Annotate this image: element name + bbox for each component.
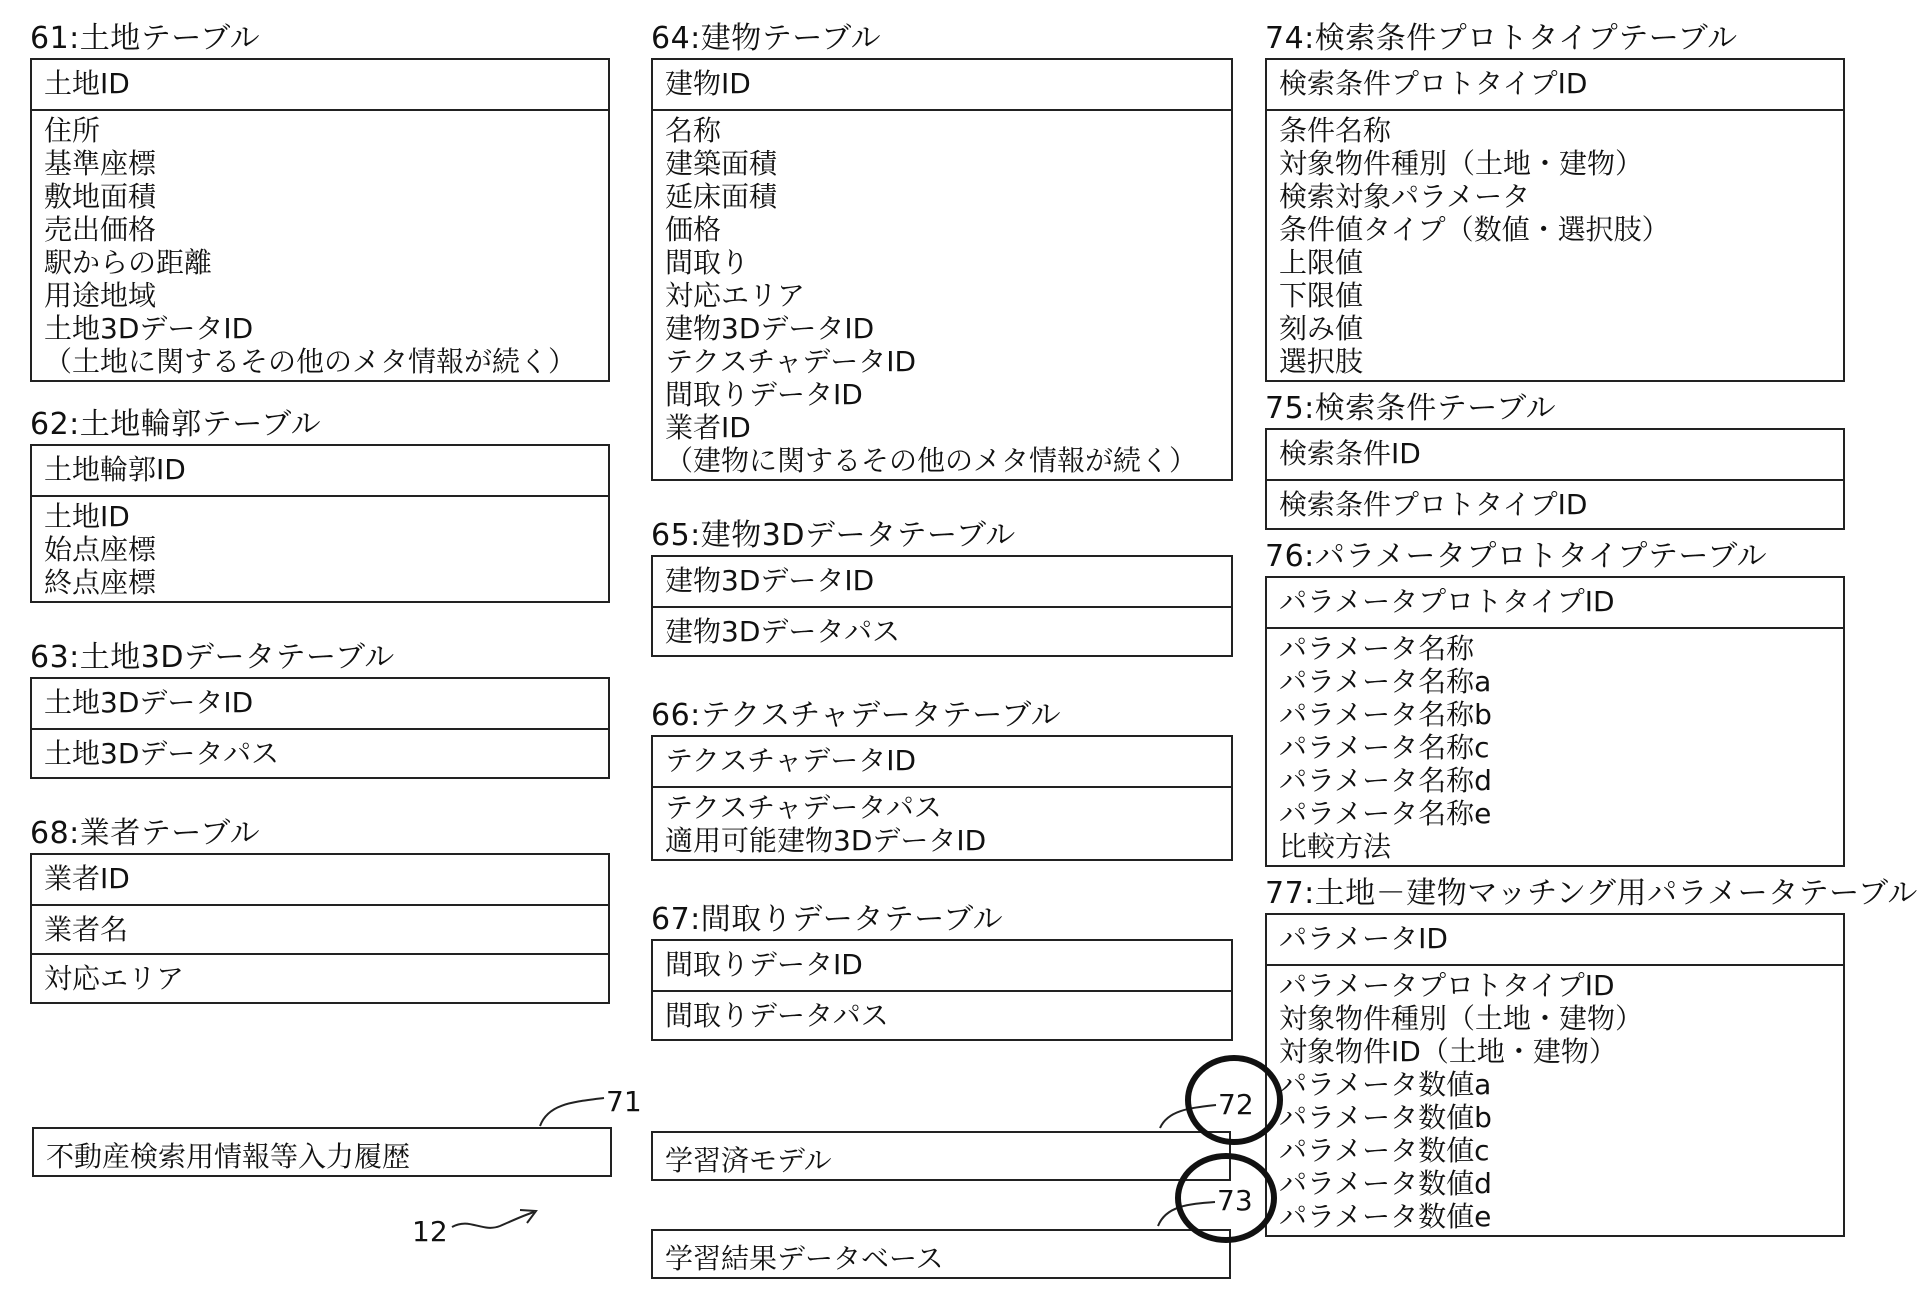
field: 土地3DデータID — [44, 312, 254, 345]
land-3d-table — [30, 677, 610, 779]
column-left — [30, 22, 610, 1004]
field: 下限値 — [1279, 279, 1364, 312]
search-prototype-table-fields — [1267, 109, 1843, 380]
field: パラメータ名称a — [1279, 665, 1492, 698]
field: パラメータ数値c — [1279, 1134, 1490, 1167]
floorplan-table — [651, 939, 1233, 1041]
figure-arrow-head-12 — [520, 1210, 536, 1223]
param-prototype-table-pk: パラメータプロトタイプID — [1279, 585, 1615, 618]
texture-table — [651, 735, 1233, 861]
land-3d-table-field: 土地3Dデータパス — [32, 728, 608, 777]
field: テクスチャデータパス — [665, 791, 942, 824]
field: 価格 — [665, 213, 722, 246]
learning-results-db-box: 学習結果データベース — [651, 1229, 1231, 1279]
ref-71: 71 — [606, 1085, 642, 1118]
building-table-pk: 建物ID — [665, 67, 751, 100]
field: パラメータ数値d — [1279, 1167, 1492, 1200]
field: 検索対象パラメータ — [1279, 180, 1531, 213]
field: 選択肢 — [1279, 345, 1364, 378]
texture-table-title: 66:テクスチャデータテーブル — [651, 698, 1062, 733]
vendor-table-row: 対応エリア — [32, 953, 608, 1002]
field: （建物に関するその他のメタ情報が続く） — [665, 444, 1198, 477]
ref-72: 72 — [1218, 1088, 1254, 1121]
field: パラメータ数値e — [1279, 1200, 1492, 1233]
field: 間取り — [665, 246, 750, 279]
vendor-table-title: 68:業者テーブル — [30, 816, 261, 851]
field: 業者ID — [665, 411, 751, 444]
field: 条件値タイプ（数値・選択肢） — [1279, 213, 1670, 246]
field: パラメータ名称c — [1279, 731, 1490, 764]
field: 対象物件種別（土地・建物） — [1279, 1002, 1644, 1035]
field: 建築面積 — [665, 147, 778, 180]
matching-param-table-title: 77:土地－建物マッチング用パラメータテーブル — [1265, 876, 1918, 911]
vendor-table — [30, 853, 610, 1004]
field: パラメータ名称 — [1279, 632, 1475, 665]
field: 売出価格 — [44, 213, 157, 246]
field: 間取りデータID — [665, 378, 863, 411]
field: 条件名称 — [1279, 114, 1392, 147]
leader-line-73 — [1158, 1202, 1215, 1226]
field: テクスチャデータID — [665, 345, 917, 378]
land-table — [30, 58, 610, 382]
land-table-pk: 土地ID — [44, 67, 130, 100]
land-outline-table-pk: 土地輪郭ID — [44, 453, 186, 486]
search-prototype-table-title: 74:検索条件プロトタイプテーブル — [1265, 21, 1738, 56]
field: 対象物件ID（土地・建物） — [1279, 1035, 1617, 1068]
building-table-fields — [653, 109, 1231, 479]
building-table-title: 64:建物テーブル — [651, 21, 882, 56]
texture-table-pk: テクスチャデータID — [665, 744, 917, 777]
land-3d-table-pk: 土地3DデータID — [44, 686, 254, 719]
search-prototype-table — [1265, 58, 1845, 382]
field: パラメータプロトタイプID — [1279, 969, 1615, 1002]
field: 基準座標 — [44, 147, 157, 180]
field: 終点座標 — [44, 566, 157, 599]
building-3d-table — [651, 555, 1233, 657]
field: 始点座標 — [44, 533, 157, 566]
figure-arrow-12 — [452, 1212, 534, 1228]
field: パラメータ名称d — [1279, 764, 1492, 797]
field: （土地に関するその他のメタ情報が続く） — [44, 345, 577, 378]
leader-line-72 — [1160, 1105, 1216, 1128]
building-3d-table-pk: 建物3DデータID — [665, 564, 875, 597]
input-history-box: 不動産検索用情報等入力履歴 — [32, 1127, 612, 1177]
trained-model-box: 学習済モデル — [651, 1131, 1231, 1181]
field: 適用可能建物3DデータID — [665, 824, 987, 857]
search-condition-table-field: 検索条件プロトタイプID — [1267, 479, 1843, 528]
field: 延床面積 — [665, 180, 778, 213]
land-outline-table — [30, 444, 610, 603]
leader-line-71 — [540, 1098, 604, 1126]
land-outline-table-title: 62:土地輪郭テーブル — [30, 407, 322, 442]
search-prototype-table-pk: 検索条件プロトタイプID — [1279, 67, 1588, 100]
building-table — [651, 58, 1233, 481]
field: 名称 — [665, 114, 722, 147]
building-3d-table-title: 65:建物3Dデータテーブル — [651, 518, 1016, 553]
field: 上限値 — [1279, 246, 1364, 279]
figure-ref-12: 12 — [412, 1215, 448, 1248]
field: 住所 — [44, 114, 101, 147]
field: パラメータ数値b — [1279, 1101, 1492, 1134]
search-condition-table — [1265, 428, 1845, 530]
field: パラメータ名称e — [1279, 797, 1492, 830]
field: パラメータ名称b — [1279, 698, 1492, 731]
matching-param-table-pk: パラメータID — [1279, 922, 1448, 955]
floorplan-table-pk: 間取りデータID — [665, 948, 863, 981]
search-condition-table-pk: 検索条件ID — [1279, 437, 1421, 470]
building-3d-table-field: 建物3Dデータパス — [653, 606, 1231, 655]
search-condition-table-title: 75:検索条件テーブル — [1265, 391, 1557, 426]
field: 対応エリア — [665, 279, 806, 312]
land-table-fields — [32, 109, 608, 380]
floorplan-table-field: 間取りデータパス — [653, 990, 1231, 1039]
field: 敷地面積 — [44, 180, 157, 213]
column-right — [1265, 21, 1918, 1237]
texture-table-fields — [653, 786, 1231, 859]
field: 用途地域 — [44, 279, 157, 312]
column-middle — [651, 22, 1233, 1041]
field: 刻み値 — [1279, 312, 1364, 345]
matching-param-table-fields — [1267, 964, 1843, 1235]
land-3d-table-title: 63:土地3Dデータテーブル — [30, 640, 395, 675]
param-prototype-table-fields — [1267, 627, 1843, 865]
land-outline-table-fields — [32, 495, 608, 601]
field: 比較方法 — [1279, 830, 1392, 863]
field: 駅からの距離 — [44, 246, 213, 279]
param-prototype-table — [1265, 576, 1845, 867]
land-table-title: 61:土地テーブル — [30, 21, 261, 56]
ref-73: 73 — [1217, 1184, 1253, 1217]
vendor-table-pk: 業者ID — [44, 862, 130, 895]
floorplan-table-title: 67:間取りデータテーブル — [651, 902, 1004, 937]
matching-param-table — [1265, 913, 1845, 1237]
vendor-table-row: 業者名 — [32, 904, 608, 953]
field: 建物3DデータID — [665, 312, 875, 345]
field: 土地ID — [44, 500, 130, 533]
field: 対象物件種別（土地・建物） — [1279, 147, 1644, 180]
field: パラメータ数値a — [1279, 1068, 1492, 1101]
param-prototype-table-title: 76:パラメータプロトタイプテーブル — [1265, 539, 1768, 574]
